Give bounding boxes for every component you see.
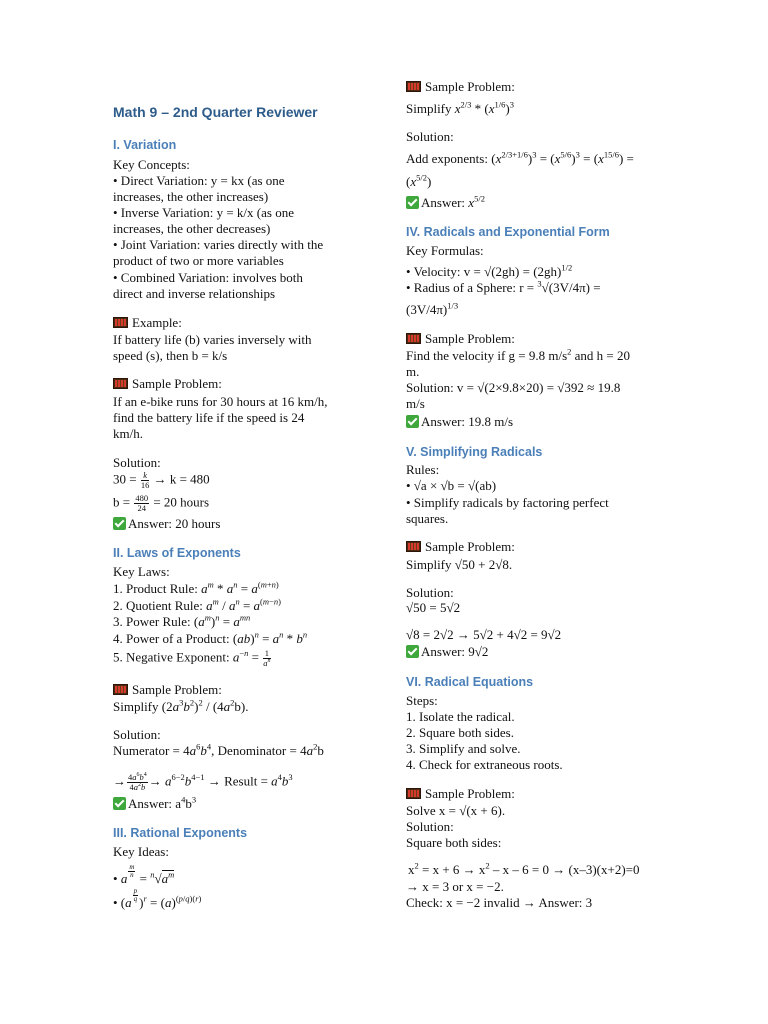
step-line: 3. Simplify and solve. [406,741,521,756]
problem-line: Simplify √50 + 2√8. [406,557,513,572]
solution-step-2 [113,494,209,513]
concept-line: • Inverse Variation: y = k/x (as one [113,205,294,220]
check-icon [406,415,419,428]
abacus-icon [406,81,421,92]
problem-line: find the battery life if the speed is 24 [113,410,305,425]
solution-text: Numerator = 4 [113,743,190,758]
key-ideas-label: Key Ideas: [113,844,169,859]
concept-line: product of two or more variables [113,253,284,268]
check-icon [113,797,126,810]
check-icon [406,645,419,658]
fraction-numerator: k [143,470,147,480]
solution-line: Add exponents: $(x^{2/3+1/6})^3 = (x^{5/6})^3 = (x^{15/6})$ = [406,149,634,166]
problem-text: Simplify [406,101,452,116]
idea-line: • (a $\frac{p}{q}$ )$^r = (a)^{(p/q)(r)}$ [113,887,202,910]
solution-line: Square both sides: [406,835,502,850]
rule-line: • √a × √b = √(ab) [406,478,497,493]
example-line: speed (s), then b = k/s [113,348,228,363]
abacus-icon [406,541,421,552]
idea-line: • a $\frac{m}{n}$ = $^n√a^m$ [113,863,175,886]
solution-step-1 [113,471,210,490]
equation-text: b = [113,494,131,510]
abacus-icon [113,684,128,695]
solution-label: Solution: [113,727,161,742]
problem-line: Simplify $(2a^3b^2)^2 / (4a^2b)$. [113,697,249,714]
answer-text: Answer: a [128,796,182,811]
equation-text: → k = 480 [153,471,210,487]
key-formulas-label: Key Formulas: [406,243,484,258]
law-negative-exponent: 5. Negative Exponent: $a^{-n}$ = $\frac{1}{a^n}$ [113,648,271,668]
concept-line: increases, the other decreases) [113,221,271,236]
key-concepts-label: Key Concepts: [113,157,190,172]
fraction: $\frac{1}{a^n}$ [263,648,271,668]
rule-line: • Simplify radicals by factoring perfect [406,495,609,510]
step-line: 2. Square both sides. [406,725,514,740]
example-block [113,315,182,331]
law-quotient-rule: 2. Quotient Rule: $a^m / a^n = a^{(m-n)}$ [113,596,281,613]
concept-line: increases, the other increases) [113,189,269,204]
law-label: 4. Power of a Product: [113,631,230,646]
problem-line: m. [406,364,420,379]
answer-text: Answer: 19.8 m/s [421,414,514,429]
concept-line: • Joint Variation: varies directly with the [113,237,324,252]
sample-problem-label: Sample Problem: [425,786,515,801]
concept-line: • Direct Variation: y = kx (as one [113,173,285,188]
formula-text: • Velocity: v = √(2gh) = (2gh) [406,264,562,279]
section-heading-variation: I. Variation [113,138,177,152]
problem-line: If an e-bike runs for 30 hours at 16 km/h, [113,394,328,409]
problem-text: Find the velocity if g = 9.8 m/s [406,348,568,363]
equation-text: x [408,862,415,877]
problem-text: and h = 20 [571,348,631,363]
answer-line [406,414,513,430]
equation-text: 30 = [113,471,137,487]
answer-line [113,516,220,532]
problem-line: Solve x = √(x + 6). [406,803,506,818]
sample-problem-block [113,376,222,392]
solution-line: → $\frac{4a^6b^4}{4a^2b}$ → $a^{6-2}b^{4-1}$ → Result = $a^4b^3$ [113,772,293,792]
fraction-numerator: 480 [135,493,149,503]
step-line: 1. Isolate the radical. [406,709,515,724]
rules-label: Rules: [406,462,440,477]
page-title: Math 9 – 2nd Quarter Reviewer [113,104,318,120]
solution-label: Solution: [406,585,454,600]
solution-line: $(x^{5/2})$ [406,172,432,189]
answer-text: Answer: [421,195,466,210]
solution-text: , Denominator = 4 [211,743,307,758]
sample-problem-label: Sample Problem: [132,682,222,697]
law-label: 3. Power Rule: [113,614,191,629]
concept-line: • Combined Variation: involves both [113,270,303,285]
solution-line: √50 = 5√2 [406,600,461,615]
solution-label: Solution: [406,819,454,834]
rule-line: squares. [406,511,449,526]
fraction: $\frac{4a^6b^4}{4a^2b}$ [128,772,147,792]
solution-label: Solution: [406,129,454,144]
section-heading-radicals-exponential-form: IV. Radicals and Exponential Form [406,225,610,239]
sample-problem-block [406,331,515,347]
formula-text: √(3V/4π) = [541,280,601,295]
formula-line: • Radius of a Sphere: r = $^3$√(3V/4π) = [406,278,601,295]
law-label: 2. Quotient Rule: [113,598,203,613]
solution-text: Add exponents: [406,151,488,166]
step-line: 4. Check for extraneous roots. [406,757,563,772]
problem-line: km/h. [113,426,143,441]
fraction-denominator: 24 [137,503,146,513]
law-power-of-product: 4. Power of a Product: $(ab)^n = a^n * b^n$ [113,629,308,646]
answer-line: Answer: $x^{5/2}$ [406,195,485,211]
formula-text: (3V/4π) [406,302,448,317]
law-power-rule: 3. Power Rule: $(a^m)^n = a^{mn}$ [113,612,251,629]
answer-text: Answer: 20 hours [128,516,221,531]
fraction [141,471,150,490]
equation-text: = 20 hours [153,494,210,510]
formula-line: $(3V/4\pi)^{1/3}$ [406,300,459,317]
equation-text: = x + 6 → x [418,862,486,877]
problem-line: Find the velocity if g = 9.8 $m/s^2$ and h = 20 [406,346,631,363]
solution-text: → Result = [207,773,268,789]
law-label: 5. Negative Exponent: [113,649,230,665]
concept-line: direct and inverse relationships [113,286,276,301]
solution-line: $x^2 = x + 6 \to x^2 - x - 6 = 0 \to (x-3)(x+2)=0$ [408,860,640,877]
section-heading-rational-exponents: III. Rational Exponents [113,826,248,840]
solution-line: Numerator = $4a^6b^4$, Denominator = $4a^2b$ [113,741,324,758]
sample-problem-label: Sample Problem: [132,376,222,391]
solution-label: Solution: [113,455,161,470]
abacus-icon [406,788,421,799]
solution-line: √8 = 2√2 → 5√2 + 4√2 = 9√2 [406,627,562,642]
fraction-denominator: 16 [140,480,150,490]
formula-line: • Velocity: $v = √(2gh) = (2gh)^{1/2}$ [406,262,573,279]
problem-line: Simplify $x^{2/3} * (x^{1/6})^3$ [406,99,515,116]
abacus-icon [406,333,421,344]
fraction [134,494,149,513]
check-icon [113,517,126,530]
law-label: 1. Product Rule: [113,581,198,596]
answer-line [406,644,488,660]
solution-line: m/s [406,396,425,411]
check-icon [406,196,419,209]
abacus-icon [113,317,128,328]
abacus-icon [113,378,128,389]
example-label: Example: [132,315,182,330]
key-laws-label: Key Laws: [113,564,170,579]
sample-problem-label: Sample Problem: [425,79,515,94]
section-heading-simplifying-radicals: V. Simplifying Radicals [406,445,543,459]
formula-text: • Radius of a Sphere: r = [406,280,538,295]
sample-problem-block [406,786,515,802]
steps-label: Steps: [406,693,438,708]
sample-problem-block [406,79,515,95]
solution-line: Solution: v = √(2×9.8×20) = √392 ≈ 19.8 [406,380,621,395]
check-line: Check: x = −2 invalid → Answer: 3 [406,895,593,910]
section-heading-radical-equations: VI. Radical Equations [406,675,534,689]
law-product-rule: 1. Product Rule: $a^m * a^n = a^{(m+n)}$ [113,579,279,596]
answer-text: Answer: 9√2 [421,644,489,659]
problem-text: Simplify [113,699,159,714]
solution-line: → x = 3 or x = −2. [406,879,504,894]
answer-line: Answer: $a^4b^3$ [113,796,196,812]
equation-text: – x – 6 = 0 → (x–3)(x+2)=0 [489,862,640,877]
section-heading-laws-of-exponents: II. Laws of Exponents [113,546,241,560]
example-line: If battery life (b) varies inversely with [113,332,312,347]
sample-problem-label: Sample Problem: [425,539,515,554]
sample-problem-label: Sample Problem: [425,331,515,346]
sample-problem-block [406,539,515,555]
sample-problem-block [113,682,222,698]
